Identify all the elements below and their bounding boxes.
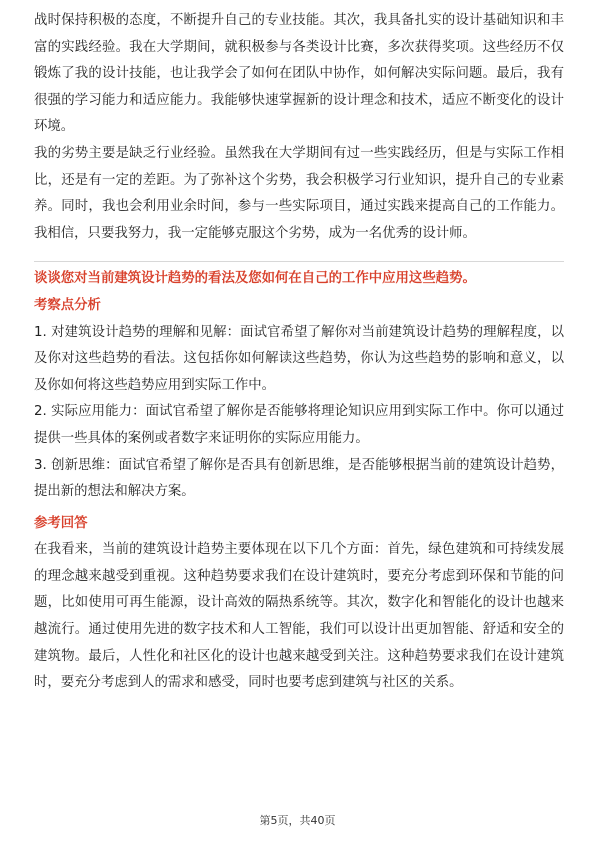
section-divider [34,261,564,262]
intro-paragraph-2: 我的劣势主要是缺乏行业经验。虽然我在大学期间有过一些实践经历，但是与实际工作相比，还是有一定的差距。为了弥补这个劣势，我会积极学习行业知识，提升自己的专业素养。同时，我也会利用业余时间，参与一些实际项目，通过实践来提高自己的工作能力。我相信，只要我努力，我一定能够克服这个劣势，成为一名优秀的设计师。 [34,145,564,241]
reference-answer-text: 在我看来，当前的建筑设计趋势主要体现在以下几个方面：首先，绿色建筑和可持续发展的理念越来越受到重视。这种趋势要求我们在设计建筑时，要充分考虑到环保和节能的问题，比如使用可再生能源，设计高效的隔热系统等。其次，数字化和智能化的设计也越来越流行。通过使用先进的数字技术和人工智能，我们可以设计出更加智能、舒适和安全的建筑物。最后，人性化和社区化的设计也越来越受到关注。这种趋势要求我们在设计建筑时，要充分考虑到人的需求和感受，同时也要考虑到建筑与社区的关系。 [34,542,564,691]
analysis-heading: 考察点分析 [34,297,101,313]
interview-question: 谈谈您对当前建筑设计趋势的看法及您如何在自己的工作中应用这些趋势。 [34,271,476,287]
page-content [34,8,564,697]
intro-paragraph-1: 战时保持积极的态度，不断提升自己的专业技能。其次，我具备扎实的设计基础知识和丰富的实践经验。我在大学期间，就积极参与各类设计比赛，多次获得奖项。这些经历不仅锻炼了我的设计技能，也让我学会了如何在团队中协作，如何解决实际问题。最后，我有很强的学习能力和适应能力。我能够快速掌握新的设计理念和技术，适应不断变化的设计环境。 [34,13,564,135]
analysis-point-1: 1. 对建筑设计趋势的理解和见解：面试官希望了解你对当前建筑设计趋势的理解程度，以及你对这些趋势的看法。这包括你如何解读这些趋势，你认为这些趋势的影响和意义，以及你如何将这些趋势应用到实际工作中。 [34,324,564,393]
reference-answer-heading: 参考回答 [34,515,88,531]
page-number: 第5页，共40页 [259,814,336,827]
analysis-point-3: 3. 创新思维：面试官希望了解你是否具有创新思维，是否能够根据当前的建筑设计趋势，提出新的想法和解决方案。 [34,457,564,500]
analysis-point-2: 2. 实际应用能力：面试官希望了解你是否能够将理论知识应用到实际工作中。你可以通过提供一些具体的案例或者数字来证明你的实际应用能力。 [34,404,564,446]
